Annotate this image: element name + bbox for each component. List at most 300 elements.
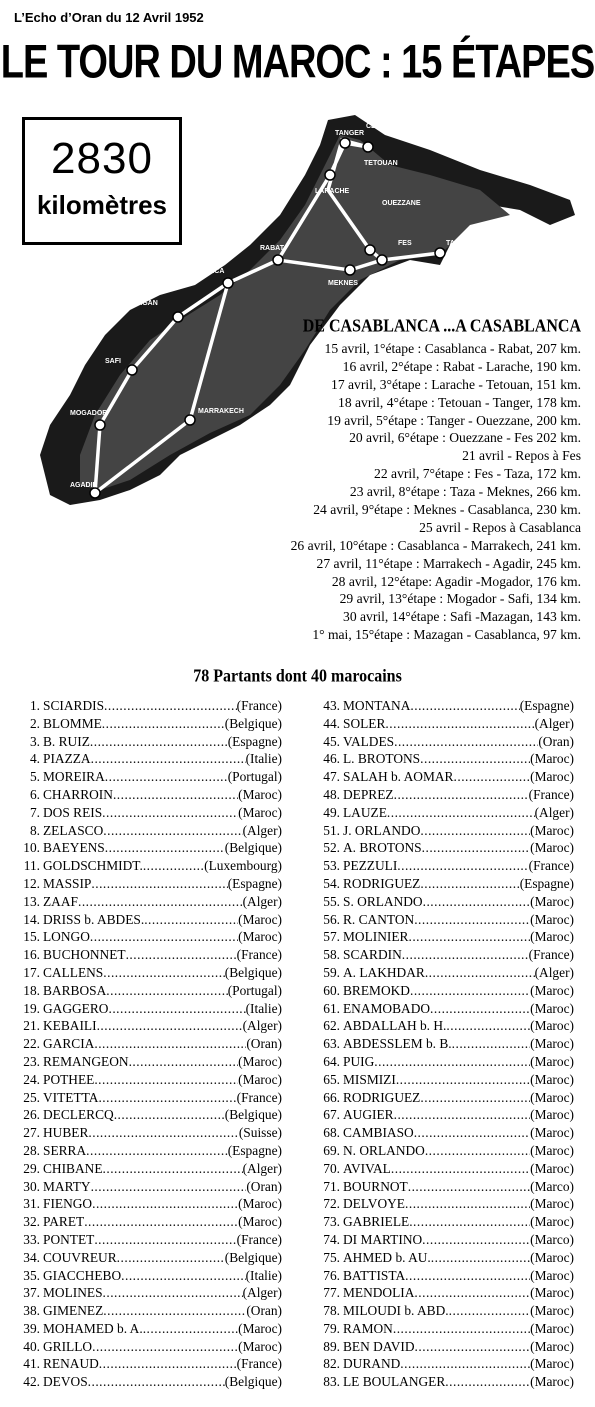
rider-country: (Portugal) (227, 982, 282, 998)
rider-name: LONGO (43, 929, 90, 945)
map-label: TANGER (335, 130, 365, 137)
dot-leader (454, 768, 531, 786)
rider-entry (314, 1000, 574, 1018)
dot-leader (431, 1249, 530, 1267)
rider-country: (Italie) (245, 1000, 282, 1016)
rider-entry (14, 1249, 282, 1267)
rider-country: (Alger) (242, 893, 282, 909)
rider-name: HUBER (43, 1125, 89, 1141)
dot-leader (143, 857, 204, 875)
rider-number: 21. (23, 1018, 40, 1034)
rider-country: (Maroc) (530, 1303, 574, 1319)
rider-country: (Oran) (246, 1178, 282, 1194)
rider-entry (314, 1338, 574, 1356)
rider-number: 7. (29, 804, 40, 820)
rider-country: (Maroc) (530, 1160, 574, 1176)
rider-name: DEPREZ (343, 786, 394, 802)
dot-leader (92, 1338, 238, 1356)
dot-leader (423, 893, 531, 911)
rider-country: (Maroc) (530, 1125, 574, 1141)
rider-name: SCIARDIS (43, 698, 105, 713)
dot-leader (78, 893, 243, 911)
rider-number: 56. (323, 911, 340, 927)
rider-country: (Maroc) (238, 804, 282, 820)
rider-number: 58. (323, 947, 340, 963)
dot-leader (106, 982, 227, 1000)
rider-country: (Espagne) (227, 875, 282, 891)
dot-leader (414, 1284, 530, 1302)
dot-leader (90, 928, 238, 946)
rider-entry (14, 1017, 282, 1035)
rider-number: 79. (323, 1320, 340, 1336)
rider-country: (Maroc) (530, 1338, 574, 1354)
stage-item: 16 avril, 2°étape : Rabat - Larache, 190 km. (342, 358, 581, 374)
rider-country: (Oran) (246, 1303, 282, 1319)
rider-name: DI MARTINO (343, 1231, 423, 1247)
dot-leader (103, 822, 242, 840)
dot-leader (97, 1017, 243, 1035)
rider-number: 70. (323, 1160, 340, 1176)
rider-entry (14, 857, 282, 875)
rider-number: 48. (323, 786, 340, 802)
stage-item: 15 avril, 1°étape : Casablanca - Rabat, 207 km. (324, 341, 581, 356)
rider-entry (314, 768, 574, 786)
rider-country: (Maroc) (238, 1320, 282, 1336)
rider-number: 25. (23, 1089, 40, 1105)
stages-list (291, 340, 581, 644)
rider-entry (14, 928, 282, 946)
rider-number: 63. (323, 1036, 340, 1052)
dot-leader (91, 875, 227, 893)
rider-country: (Belgique) (224, 1107, 282, 1123)
rider-name: KEBAILI (43, 1018, 97, 1034)
rider-entry (314, 1231, 574, 1249)
rider-number: 62. (323, 1018, 340, 1034)
dot-leader (92, 1195, 238, 1213)
rider-entry (314, 982, 574, 1000)
rider-number: 34. (23, 1249, 40, 1265)
rider-number: 42. (23, 1374, 40, 1390)
rider-entry (314, 1213, 574, 1231)
rider-number: 39. (23, 1320, 40, 1336)
rider-name: DEVOS (43, 1374, 88, 1390)
rider-entry (14, 1053, 282, 1071)
dot-leader (102, 804, 238, 822)
dot-leader (84, 1213, 238, 1231)
rider-name: ENAMOBADO (343, 1000, 431, 1016)
rider-country: (Espagne) (519, 875, 574, 891)
dot-leader (402, 946, 529, 964)
dot-leader (414, 911, 530, 929)
rider-name: DURAND (343, 1356, 401, 1372)
distance-unit: kilomètres (36, 190, 168, 220)
rider-country: (Alger) (242, 1285, 282, 1301)
rider-country: (Maroc) (238, 929, 282, 945)
rider-number: 27. (23, 1125, 40, 1141)
rider-country: (Maroc) (530, 1107, 574, 1123)
rider-entry (314, 1124, 574, 1142)
rider-country: (France) (236, 1231, 282, 1247)
rider-country: (Oran) (246, 1036, 282, 1052)
rider-number: 41. (23, 1356, 40, 1372)
rider-entry (314, 1089, 574, 1107)
rider-entry (314, 1106, 574, 1124)
starters-title: 78 Partants dont 40 marocains (193, 667, 402, 686)
rider-name: PARET (43, 1214, 85, 1230)
rider-name: DRISS b. ABDES. (43, 911, 145, 927)
rider-name: BEN DAVID (343, 1338, 415, 1354)
rider-name: GIMENEZ (43, 1303, 104, 1319)
rider-entry (314, 1249, 574, 1267)
map-label: MEKNES (328, 280, 358, 287)
rider-entry (14, 1160, 282, 1178)
dot-leader (91, 1178, 247, 1196)
dot-leader (422, 839, 531, 857)
dot-leader (385, 715, 534, 733)
rider-entry (14, 822, 282, 840)
dot-leader (90, 733, 228, 751)
rider-country: (Maroc) (530, 769, 574, 785)
rider-entry (314, 1071, 574, 1089)
rider-number: 26. (23, 1107, 40, 1123)
dot-leader (452, 1035, 530, 1053)
rider-number: 38. (23, 1303, 40, 1319)
dot-leader (410, 982, 530, 1000)
rider-name: BREMOKD (343, 982, 410, 998)
rider-entry (314, 804, 574, 822)
dot-leader (102, 715, 225, 733)
rider-name: COUVREUR (43, 1249, 117, 1265)
rider-entry (314, 1142, 574, 1160)
rider-country: (Maroc) (238, 911, 282, 927)
rider-name: GARCIA (43, 1036, 95, 1052)
rider-country: (Maroc) (530, 1089, 574, 1105)
dot-leader (374, 1053, 530, 1071)
map-label: SAFI (105, 358, 121, 365)
rider-entry (314, 1160, 574, 1178)
map-label: CEUTA (366, 123, 390, 130)
rider-number: 54. (323, 875, 340, 891)
distance-box (22, 117, 182, 245)
rider-number: 67. (323, 1107, 340, 1123)
dot-leader (408, 928, 530, 946)
dot-leader (387, 804, 535, 822)
rider-number: 12. (23, 875, 40, 891)
map-label: TAZA (446, 240, 465, 247)
rider-name: MILOUDI b. ABD. (343, 1303, 449, 1319)
rider-entry (14, 911, 282, 929)
rider-entry (14, 786, 282, 804)
rider-name: SALAH b. AOMAR (343, 769, 454, 785)
rider-country: (Alger) (534, 715, 574, 731)
rider-name: L. BROTONS (343, 751, 421, 767)
rider-entry (14, 1302, 282, 1320)
rider-name: LE BOULANGER (343, 1374, 446, 1390)
map-label: LARACHE (315, 188, 350, 195)
dot-leader (393, 1320, 530, 1338)
rider-number: 72. (323, 1196, 340, 1212)
dot-leader (409, 1213, 530, 1231)
rider-country: (France) (528, 858, 574, 874)
rider-country: (Maroc) (530, 1356, 574, 1372)
dot-leader (88, 1373, 225, 1391)
rider-entry (14, 1213, 282, 1231)
rider-name: GABRIELE (343, 1214, 410, 1230)
rider-country: (Maroc) (238, 1196, 282, 1212)
rider-entry (314, 1373, 574, 1391)
rider-name: DOS REIS (43, 804, 103, 820)
rider-number: 11. (23, 858, 40, 874)
rider-number: 45. (323, 733, 340, 749)
rider-entry (314, 946, 574, 964)
rider-number: 3. (29, 733, 40, 749)
rider-name: GRILLO (43, 1338, 93, 1354)
rider-entry (14, 875, 282, 893)
rider-country: (Belgique) (224, 840, 282, 856)
rider-number: 46. (323, 751, 340, 767)
rider-number: 57. (323, 929, 340, 945)
stage-item: 1° mai, 15°étape : Mazagan - Casablanca, 97 km. (312, 627, 581, 643)
rider-country: (Maroc) (238, 1053, 282, 1069)
rider-number: 89. (323, 1338, 340, 1354)
rider-name: ABDALLAH b. H. (343, 1018, 447, 1034)
rider-number: 16. (23, 947, 40, 963)
dot-leader (420, 822, 530, 840)
rider-name: SERRA (43, 1142, 87, 1158)
rider-entry (314, 697, 574, 715)
rider-entry (14, 1284, 282, 1302)
rider-name: N. ORLANDO (343, 1142, 425, 1158)
stage-item: 18 avril, 4°étape : Tetouan - Tanger, 178 km. (338, 394, 581, 410)
rider-country: (Maroc) (238, 1214, 282, 1230)
rider-entry (314, 1267, 574, 1285)
rider-entry (314, 893, 574, 911)
rider-entry (14, 982, 282, 1000)
dot-leader (129, 1053, 239, 1071)
rider-number: 55. (323, 893, 340, 909)
rider-country: (Maroc) (530, 1214, 574, 1230)
rider-entry (314, 1320, 574, 1338)
rider-entry (314, 1302, 574, 1320)
rider-country: (Maroc) (238, 1071, 282, 1087)
dot-leader (105, 839, 225, 857)
rider-country: (Portugal) (227, 769, 282, 785)
rider-country: (Marco) (530, 1178, 574, 1194)
rider-name: PIAZZA (43, 751, 91, 767)
rider-name: ZAAF (43, 893, 78, 909)
rider-name: RODRIGUEZ (343, 875, 421, 891)
rider-name: FIENGO (43, 1196, 93, 1212)
dot-leader (420, 1089, 530, 1107)
dot-leader (113, 786, 238, 804)
rider-number: 43. (323, 698, 340, 713)
rider-entry (314, 733, 574, 751)
dot-leader (103, 1284, 243, 1302)
rider-name: GIACCHEBO (43, 1267, 122, 1283)
rider-entry (14, 893, 282, 911)
rider-entry (14, 1106, 282, 1124)
rider-country: (Belgique) (224, 1249, 282, 1265)
rider-number: 40. (23, 1338, 40, 1354)
rider-entry (14, 1373, 282, 1391)
rider-number: 75. (323, 1249, 340, 1265)
rider-number: 60. (323, 982, 340, 998)
rider-name: ABDESSLEM b. B. (343, 1036, 452, 1052)
rider-country: (Luxembourg) (204, 858, 282, 874)
rider-number: 30. (23, 1178, 40, 1194)
rider-entry (14, 1195, 282, 1213)
rider-number: 71. (323, 1178, 340, 1194)
rider-name: BATTISTA (343, 1267, 406, 1283)
map-label: AGADIR (70, 482, 98, 489)
rider-name: RODRIGUEZ (343, 1089, 421, 1105)
rider-number: 10. (23, 840, 40, 856)
rider-entry (14, 1178, 282, 1196)
rider-entry (14, 964, 282, 982)
rider-entry (314, 928, 574, 946)
dot-leader (446, 1017, 530, 1035)
rider-entry (314, 1017, 574, 1035)
dot-leader (99, 1355, 237, 1373)
rider-number: 78. (323, 1303, 340, 1319)
rider-country: (France) (236, 1356, 282, 1372)
rider-entry (14, 1035, 282, 1053)
map-label: FES (398, 240, 412, 247)
rider-entry (14, 1231, 282, 1249)
rider-country: (Maroc) (530, 893, 574, 909)
stage-item: 21 avril - Repos à Fes (462, 448, 581, 464)
rider-name: AHMED b. AU. (343, 1249, 431, 1265)
rider-country: (Alger) (534, 804, 574, 820)
rider-name: MOHAMED b. A. (43, 1320, 143, 1336)
stage-item: 27 avril, 11°étape : Marrakech - Agadir, 245 km. (316, 555, 581, 571)
dot-leader (108, 1000, 245, 1018)
dot-leader (394, 733, 538, 751)
rider-name: MOLINES (43, 1285, 103, 1301)
rider-number: 22. (23, 1036, 40, 1052)
rider-number: 44. (323, 715, 340, 731)
dot-leader (449, 1302, 530, 1320)
rider-name: RENAUD (43, 1356, 99, 1372)
rider-name: BARBOSA (43, 982, 107, 998)
dot-leader (91, 750, 246, 768)
rider-number: 29. (23, 1160, 40, 1176)
dot-leader (105, 768, 228, 786)
map-label: RABAT (260, 245, 284, 252)
dot-leader (405, 1267, 530, 1285)
rider-name: A. BROTONS (343, 840, 422, 856)
rider-number: 35. (23, 1267, 40, 1283)
rider-country: (France) (236, 947, 282, 963)
rider-entry (14, 768, 282, 786)
dot-leader (88, 1124, 238, 1142)
map-label: TETOUAN (364, 160, 398, 167)
rider-entry (14, 1355, 282, 1373)
rider-number: 13. (23, 893, 40, 909)
rider-entry (314, 875, 574, 893)
rider-country: (Maroc) (530, 982, 574, 998)
dot-leader (98, 1089, 236, 1107)
rider-entry (314, 822, 574, 840)
rider-country: (France) (236, 1089, 282, 1105)
dot-leader (425, 964, 535, 982)
stage-item: 23 avril, 8°étape : Taza - Meknes, 266 km. (349, 484, 581, 500)
rider-country: (Maroc) (530, 1196, 574, 1212)
rider-country: (Alger) (242, 1160, 282, 1176)
rider-country: (Maroc) (530, 1285, 574, 1301)
rider-name: MENDOLIA (343, 1285, 415, 1301)
rider-country: (Maroc) (530, 840, 574, 856)
rider-country: (Oran) (538, 733, 574, 749)
rider-entry (14, 715, 282, 733)
rider-country: (Alger) (534, 964, 574, 980)
rider-country: (Maroc) (238, 1338, 282, 1354)
stage-item: 26 avril, 10°étape : Casablanca - Marrakech, 241 km. (290, 537, 581, 553)
rider-name: B. RUIZ (43, 733, 90, 749)
rider-country: (Suisse) (238, 1125, 282, 1141)
dot-leader (445, 1373, 530, 1391)
dot-leader (415, 1338, 531, 1356)
dot-leader (391, 1160, 530, 1178)
rider-country: (Maroc) (530, 1320, 574, 1336)
rider-country: (Belgique) (224, 1374, 282, 1390)
dot-leader (394, 786, 529, 804)
dot-leader (103, 964, 224, 982)
dot-leader (104, 697, 237, 715)
rider-country: (Maroc) (530, 1267, 574, 1283)
stage-item: 30 avril, 14°étape : Safi -Mazagan, 143 km. (343, 609, 581, 625)
rider-number: 82. (323, 1356, 340, 1372)
distance-value: 2830 (51, 134, 153, 183)
rider-number: 59. (323, 964, 340, 980)
rider-number: 14. (23, 911, 40, 927)
rider-entry (14, 1267, 282, 1285)
dot-leader (397, 857, 528, 875)
rider-name: AVIVAL (343, 1160, 391, 1176)
rider-country: (Maroc) (530, 1374, 574, 1390)
rider-name: DELVOYE (343, 1196, 405, 1212)
stage-item: 29 avril, 13°étape : Mogador - Safi, 134 km. (339, 591, 581, 607)
rider-number: 69. (323, 1142, 340, 1158)
stage-item: 28 avril, 12°étape: Agadir -Mogador, 176 km. (331, 573, 581, 589)
dot-leader (144, 911, 238, 929)
rider-number: 6. (29, 786, 40, 802)
rider-name: MARTY (43, 1178, 91, 1194)
rider-entry (314, 1035, 574, 1053)
rider-name: VITETTA (43, 1089, 99, 1105)
rider-entry (314, 715, 574, 733)
rider-name: MONTANA (343, 698, 411, 713)
rider-number: 31. (23, 1196, 40, 1212)
rider-name: LAUZE (343, 804, 387, 820)
rider-name: BAEYENS (43, 840, 105, 856)
rider-country: (Maroc) (530, 1036, 574, 1052)
rider-name: DECLERCQ (43, 1107, 114, 1123)
dot-leader (396, 1071, 530, 1089)
rider-name: GOLDSCHMIDT. (43, 858, 143, 874)
rider-country: (Maroc) (530, 929, 574, 945)
rider-name: MASSIP (43, 875, 92, 891)
rider-entry (14, 1124, 282, 1142)
rider-country: (Espagne) (227, 1142, 282, 1158)
rider-country: (Belgique) (224, 715, 282, 731)
dot-leader (422, 1231, 530, 1249)
rider-number: 68. (323, 1125, 340, 1141)
map-label: CASABLANCA (175, 268, 225, 275)
rider-country: (Alger) (242, 822, 282, 838)
rider-name: BOURNOT (343, 1178, 408, 1194)
dot-leader (126, 946, 237, 964)
